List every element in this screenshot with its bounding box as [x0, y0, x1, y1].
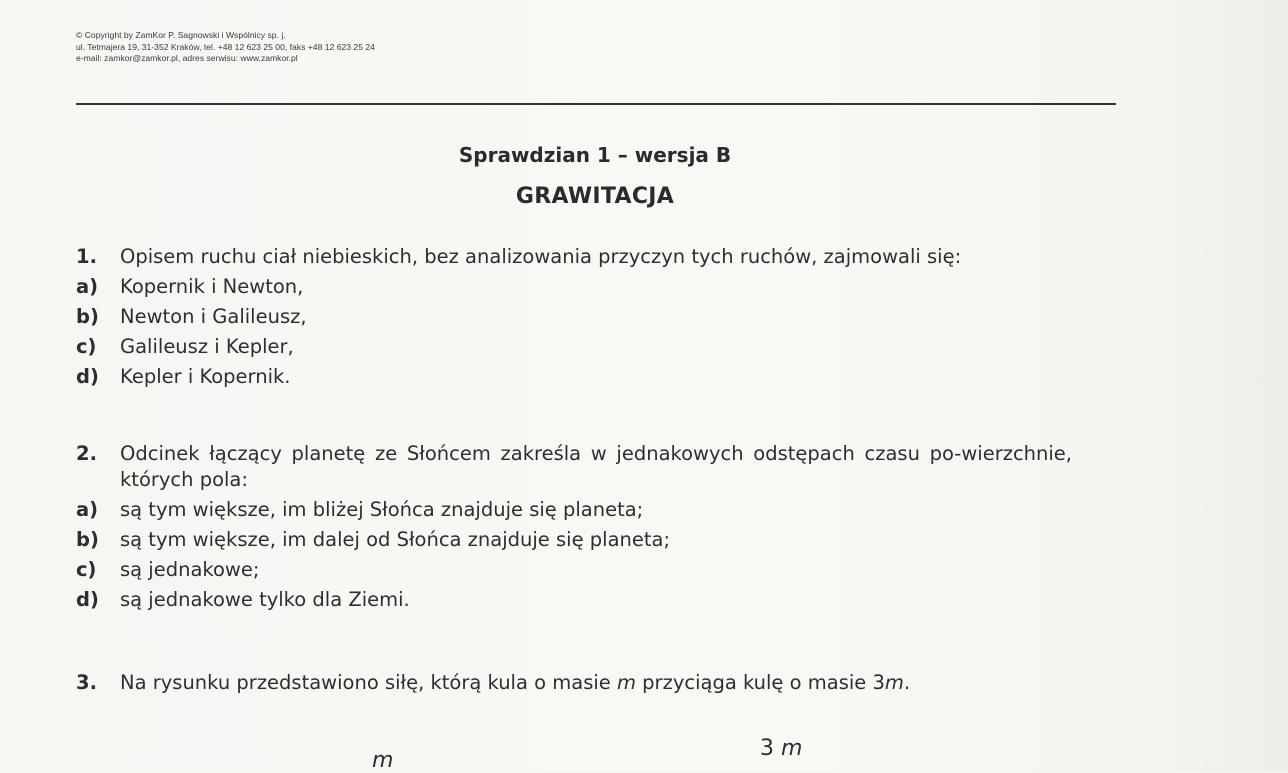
answer-option-d — [76, 587, 1072, 613]
option-label: a) — [76, 275, 99, 298]
option-label: c) — [76, 558, 97, 581]
answer-option-a — [76, 274, 1066, 300]
answer-option-b — [76, 304, 1066, 330]
question-text-part: przyciąga kulę o masie 3 — [635, 671, 885, 694]
option-text: Kopernik i Newton, — [120, 275, 304, 298]
option-text: są jednakowe tylko dla Ziemi. — [120, 588, 410, 611]
question-number: 3. — [76, 671, 97, 694]
option-text: są tym większe, im bliżej Słońca znajduje się planeta; — [120, 498, 644, 521]
copyright-block — [76, 30, 375, 65]
test-topic: GRAWITACJA — [515, 184, 675, 209]
answer-option-a — [76, 497, 1072, 523]
option-text: są jednakowe; — [120, 558, 260, 581]
address-line: ul. Tetmajera 19, 31-352 Kraków, tel. +48 12 623 25 00, faks +48 12 623 25 24 — [76, 41, 375, 52]
test-title: Sprawdzian 1 – wersja B — [458, 143, 732, 167]
option-label: d) — [76, 588, 99, 611]
option-text: Newton i Galileusz, — [120, 305, 307, 328]
large-mass-label — [760, 736, 802, 761]
question-text-part: . — [903, 671, 911, 694]
answer-option-c — [76, 557, 1072, 583]
question-number: 2. — [76, 442, 97, 465]
question-text: Opisem ruchu ciał niebieskich, bez analizowania przyczyn tych ruchów, zajmowali się: — [120, 245, 962, 268]
small-mass-label: m — [372, 748, 394, 773]
option-label: d) — [76, 365, 99, 388]
question-3 — [76, 670, 1072, 696]
email-line: e-mail: zamkor@zamkor.pl, adres serwisu: www.zamkor.pl — [76, 53, 298, 63]
question-2 — [76, 441, 1072, 613]
mass-variable: m — [884, 671, 904, 694]
option-text: Galileusz i Kepler, — [120, 335, 294, 358]
answer-option-d — [76, 364, 1066, 390]
question-text: Odcinek łączący planetę ze Słońcem zakreśla w jednakowych odstępach czasu po-wierzchnie, których pola: — [120, 442, 1072, 491]
option-label: b) — [76, 528, 99, 551]
mass-variable: m — [781, 736, 803, 761]
scan-edge-shadow — [1138, 0, 1288, 772]
question-1 — [76, 244, 1066, 390]
mass-variable: m — [616, 671, 636, 694]
mass-coefficient: 3 — [760, 736, 774, 761]
header-divider — [76, 103, 1116, 105]
question-number: 1. — [76, 245, 97, 268]
option-label: b) — [76, 305, 99, 328]
option-text: są tym większe, im dalej od Słońca znajduje się planeta; — [120, 528, 671, 551]
copyright-line: © Copyright by ZamKor P. Sagnowski i Wspólnicy sp. j. — [76, 30, 286, 40]
option-label: c) — [76, 335, 97, 358]
question-text — [120, 670, 1072, 696]
answer-option-b — [76, 527, 1072, 553]
option-label: a) — [76, 498, 99, 521]
question-text-part: Na rysunku przedstawiono siłę, którą kula o masie — [120, 671, 617, 694]
answer-option-c — [76, 334, 1066, 360]
option-text: Kepler i Kopernik. — [120, 365, 291, 388]
